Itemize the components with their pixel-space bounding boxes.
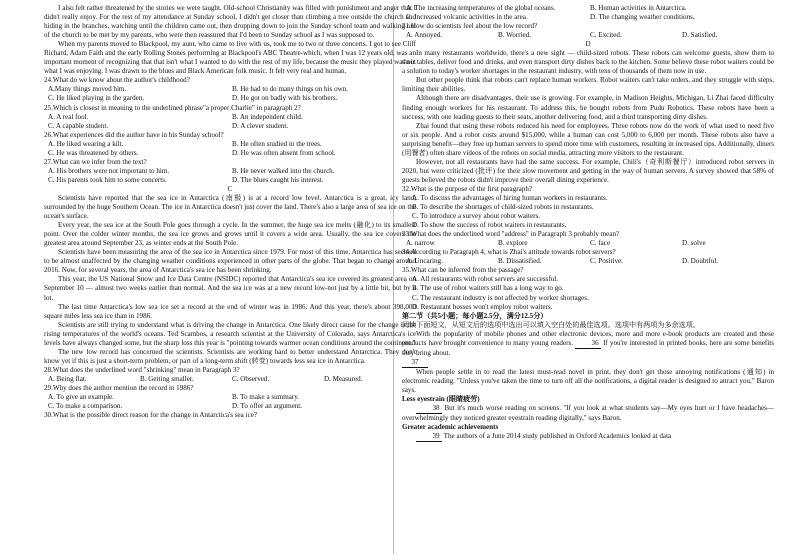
paragraph-e1-text-a: With the popularity of mobile phones and other electronic devices, more and more e-book products are created and these products have brought convenience to many young readers.	[402, 329, 774, 347]
paragraph-c7: The new low record has concerned the scientists. Scientists are working hard to better understand Antarctica. They don't know yet if this is just a short-term problem, or part of a long-term shift (转变) towards less sea ice in Antarctica.	[44, 347, 416, 365]
question-24-options	[44, 85, 416, 103]
option[interactable]: B. Dissatisfied.	[498, 257, 542, 266]
option[interactable]: B. Human activities in Antarctica.	[590, 4, 687, 12]
question-28-options	[44, 375, 416, 384]
paragraph-d1: In many restaurants worldwide, there's a new sight — child-sized robots. These robots can welcome guests, show them to their tables, deliver food and drinks, and even transport dirty dishes back to the kitchen. Some believe these robot waiters could be a solution to today's worker shortages in the restaurant industry, with tens of thousands of them now in use.	[402, 49, 774, 76]
option[interactable]: A. All restaurants with robot servers are successful.	[412, 275, 558, 284]
blank-38[interactable]: 38	[416, 404, 442, 414]
paragraph-c2: Every year, the sea ice at the South Pole goes through a cycle. In the summer, the huge sea ice melts (融化) to its smallest point. Over the colder winter months, the sea ice grows and grows until it covers a wide area. Usually, the sea ice covers the greatest area around September 23, as winter ends at the South Pole.	[44, 221, 416, 248]
question-34: 34.According to Paragraph 4, what is Zhai's attitude towards robot servers?	[402, 248, 616, 257]
paragraph-c3: Scientists have been measuring the area of the sea ice in Antarctica since 1979. For most of this time, Antarctica has seemed to be almost unaffected by the changing weather conditions experienced in other parts of the globe. That began to change around 2016. Now, for several years, the area of Antarctica's sea ice has been shrinking.	[44, 248, 416, 275]
question-34-options	[402, 257, 774, 266]
question-24: 24.What do we know about the author's childhood?	[44, 76, 190, 85]
option[interactable]: C. He was threatened by others.	[48, 148, 139, 157]
option[interactable]: C. To make a comparison.	[48, 402, 123, 411]
option[interactable]: D. To show the success of robot waiters in restaurants.	[412, 221, 567, 230]
question-30: 30.What is the possible direct reason for the change in Antarctica's sea ice?	[44, 411, 258, 420]
option[interactable]: B. The use of robot waiters still has a long way to go.	[412, 284, 564, 293]
blank-37-line	[402, 358, 774, 368]
option[interactable]: D. solve	[682, 239, 706, 248]
left-column	[44, 4, 416, 420]
option[interactable]: C. Excited.	[590, 31, 622, 40]
paragraph-c5: The last time Antarctica's low sea ice set a record at the end of winter was in 1986. And this year, there's about 398,000 square miles less sea ice than in 1986.	[44, 302, 416, 320]
option[interactable]: D. The changing weather conditions.	[590, 13, 695, 22]
option[interactable]: A. To discuss the advantages of hiring human workers in restaurants.	[412, 193, 608, 202]
question-31-options	[402, 31, 774, 40]
option[interactable]: D. He was often absent from school.	[232, 148, 336, 157]
question-29-options	[44, 393, 416, 411]
option[interactable]: B. Worried.	[498, 31, 531, 40]
part-two-title: 第二节（共5小题；每小题2.5分，满分12.5分）	[402, 311, 548, 320]
option[interactable]: A. He liked wearing a kilt.	[48, 139, 124, 148]
option[interactable]: D. He got on badly with his brothers.	[232, 94, 338, 103]
question-29: 29.Why does the author mention the record in 1986?	[44, 383, 194, 392]
paragraph-e1	[402, 330, 774, 358]
question-33: 33.What does the underlined word "address" in Paragraph 3 probably mean?	[402, 230, 620, 239]
option[interactable]: A. Being flat.	[48, 374, 87, 383]
question-32-options	[402, 194, 774, 230]
option[interactable]: C. Increased volcanic activities in the area.	[406, 13, 528, 22]
question-35-options	[402, 275, 774, 311]
paragraph-d5: However, not all restaurants have had the same success. For example, Chili's（奇利斯餐厅）introduced robot servers in 2020, but were criticized (批评) for their slow movement and getting in the way of human servers. A survey showed that 58% of guests believed the robots didn't improve their overall dining experience.	[402, 157, 774, 184]
option[interactable]: C. He liked playing in the garden.	[48, 94, 145, 103]
right-column	[402, 4, 774, 442]
paragraph-e1-text-b: If you're interested in printed books, here are some benefits they bring about.	[402, 338, 774, 357]
option[interactable]: C. The restaurant industry is not affected by worker shortages.	[412, 293, 589, 302]
option[interactable]: D. To offer an argument.	[232, 402, 303, 411]
blank-39[interactable]: 39	[416, 432, 442, 442]
heading-greater-academic-achievements: Greater academic achievements	[402, 423, 499, 432]
option[interactable]: A. Uncaring.	[406, 257, 443, 266]
question-26-options	[44, 140, 416, 158]
paragraph-intro: I also felt rather threatened by the stories we were taught. Old-school Christianity was filled with punishment and anger that I didn't really enjoy. For the rest of my attendance at Sunday school, I didn't get closer than climbing a tree outside the church and hiding in the branches, watching until the children came out, then dropping down to join the Sunday school team and walking out of the church to be met by my parents, who were then reassured that I'd been to Sunday school as I was supposed to.	[44, 4, 416, 40]
paragraph-e3	[402, 404, 774, 423]
option[interactable]: A. To give an example.	[48, 393, 114, 402]
option[interactable]: A. The increasing temperatures of the global oceans.	[406, 4, 556, 12]
option[interactable]: C. A capable student.	[48, 121, 109, 130]
option[interactable]: A. His brothers were not important to him.	[48, 166, 170, 175]
question-25-options	[44, 113, 416, 131]
option[interactable]: C. face	[590, 239, 611, 248]
paragraph-e4	[402, 432, 774, 442]
heading-less-eyestrain: Less eyestrain (眼睛疲劳)	[402, 395, 480, 404]
option[interactable]: B. explore	[498, 239, 528, 248]
blank-37[interactable]: 37	[402, 358, 428, 368]
option[interactable]: B. To describe the shortages of child-sized robots in restaurants.	[412, 203, 594, 212]
option[interactable]: A. narrow	[406, 239, 435, 248]
question-26: 26.What experiences did the author have in his Sunday school?	[44, 130, 224, 139]
option[interactable]: D. Measured.	[324, 374, 363, 383]
question-33-options	[402, 239, 774, 248]
option[interactable]: A.Many things moved him.	[48, 85, 127, 94]
paragraph-c6: Scientists are still trying to understand what is driving the change in Antarctica. One likely direct cause for the change is the rising temperatures of the world's oceans. Ted Scambos, a research scientist at the University of Colorado, says Antarctica's ice levels have always changed some, but the sharp loss this year is "pointing towards warmer ocean conditions around the continent."	[44, 320, 416, 347]
question-25: 25.Which is closest in meaning to the underlined phrase"a proper Charlie" in paragraph 2?	[44, 103, 301, 112]
option[interactable]: B. To make a summary.	[232, 393, 300, 402]
option[interactable]: B. He had to do many things on his own.	[232, 85, 349, 94]
paragraph-c4: This year, the US National Snow and Ice Data Centre (NSIDC) reported that Antarctica's sea ice covered its greatest area on September 10 — almost two weeks earlier than normal. And the sea ice was at a new record low-not just by a little bit, but by a lot.	[44, 275, 416, 302]
option[interactable]: D. The blues caught his interest.	[232, 175, 324, 184]
paragraph-e2: When people settle in to read the latest must-read novel in print, they don't get those annoying notifications (通知) in electronic reading. "Unless you've taken the time to turn off all the notifications, a digital reader is designed to attract you," Baron says.	[402, 367, 774, 394]
option[interactable]: C. Observed.	[232, 374, 270, 383]
question-27-options	[44, 167, 416, 185]
option[interactable]: B. Getting smaller.	[140, 374, 194, 383]
option[interactable]: A. Annoyed.	[406, 31, 443, 40]
option[interactable]: A. A real fool.	[48, 112, 89, 121]
question-27: 27.What can we infer from the text?	[44, 157, 147, 166]
option[interactable]: B. He never walked into the church.	[232, 166, 335, 175]
section-heading-c: C	[227, 184, 233, 193]
paragraph-blackpool: When my parents moved to Blackpool, my aunt, who came to live with us, took me to two or three concerts. I got to see Cliff Richard, Adam Faith and the early Rolling Stones performing at Blackpool's ABC Theatre-which, when I was 12 years old, was an important moment of recognizing that that isn't what I wanted to do with the rest of my life, because the music they played was not what I was enjoying. I was drawn to the blues and Black American folk music. It felt very real and human.	[44, 40, 416, 76]
paragraph-e4-text: The authors of a June 2014 study published in Oxford Academics looked at data	[443, 432, 672, 441]
paragraph-e3-text: But it's much worse reading on screens. "If you look at what students say—My eyes hurt or I have headaches—overwhelmingly they noticed greater eyestrain reading digitally," says Baron.	[402, 404, 774, 423]
paragraph-d3: Although there are disadvantages, their use is growing. For example, in Madison Heights, Michigan, Li Zhai faced difficulty finding enough workers for his restaurant. To address this, he bought robots from Pudu Robotics. These robots have been a success, with one leading guests to their seats, another delivering food, and a third transporting dirty dishes.	[402, 94, 774, 121]
option[interactable]: B. He often studied in the trees.	[232, 139, 322, 148]
option[interactable]: D. A clever student.	[232, 121, 289, 130]
question-32: 32.What is the purpose of the first paragraph?	[402, 184, 533, 193]
question-30-options	[402, 4, 774, 22]
option[interactable]: D. Restaurant bosses won't employ robot waiters.	[412, 302, 553, 311]
option[interactable]: D. Satisfied.	[682, 31, 718, 40]
part-two-instructions: 阅读下面短文，从短文后的选项中选出可以填入空白处的最佳选项。选项中有两项为多余选项。	[402, 320, 700, 329]
option[interactable]: C. Positive.	[590, 257, 623, 266]
section-heading-d: D	[585, 40, 591, 49]
option[interactable]: C. To introduce a survey about robot waiters.	[412, 212, 541, 221]
blank-36[interactable]: 36	[575, 339, 601, 349]
question-35: 35.What can be inferred from the passage?	[402, 266, 524, 275]
paragraph-c1: Scientists have reported that the sea ice in Antarctica (南极) is at a record low level. Antarctica is a great, icy land, surrounded by the huge Southern Ocean. The ice in Antarctica doesn't just cover the land. There's also a large area of sea ice on the ocean's surface.	[44, 193, 416, 221]
option[interactable]: C. His parents took him to some concerts.	[48, 175, 167, 184]
question-31: 31.How do scientists feel about the low record?	[402, 22, 538, 31]
option[interactable]: D. Doubtful.	[682, 257, 719, 266]
question-28: 28.What does the underlined word "shrinking" mean in Paragraph 3?	[44, 365, 240, 374]
paragraph-d4: Zhai found that using these robots reduced his need for employees. Three robots now do the work of what used to need five or six people. And a robot costs around $15,000, while a human can cost 5,000 to 6,000 per month. These robots also have a surprising benefit—they free up human servers to spend more time with customers, resulting in increased tips. Additionally, diners (用餐者) often share videos of the robots on social media, attracting more visitors to the restaurant.	[402, 121, 774, 157]
option[interactable]: B. An independent child.	[232, 112, 303, 121]
paragraph-d2: But other people think that robots can't replace human workers. Robot waiters can't take orders, and they struggle with steps, limiting their abilities.	[402, 76, 774, 94]
